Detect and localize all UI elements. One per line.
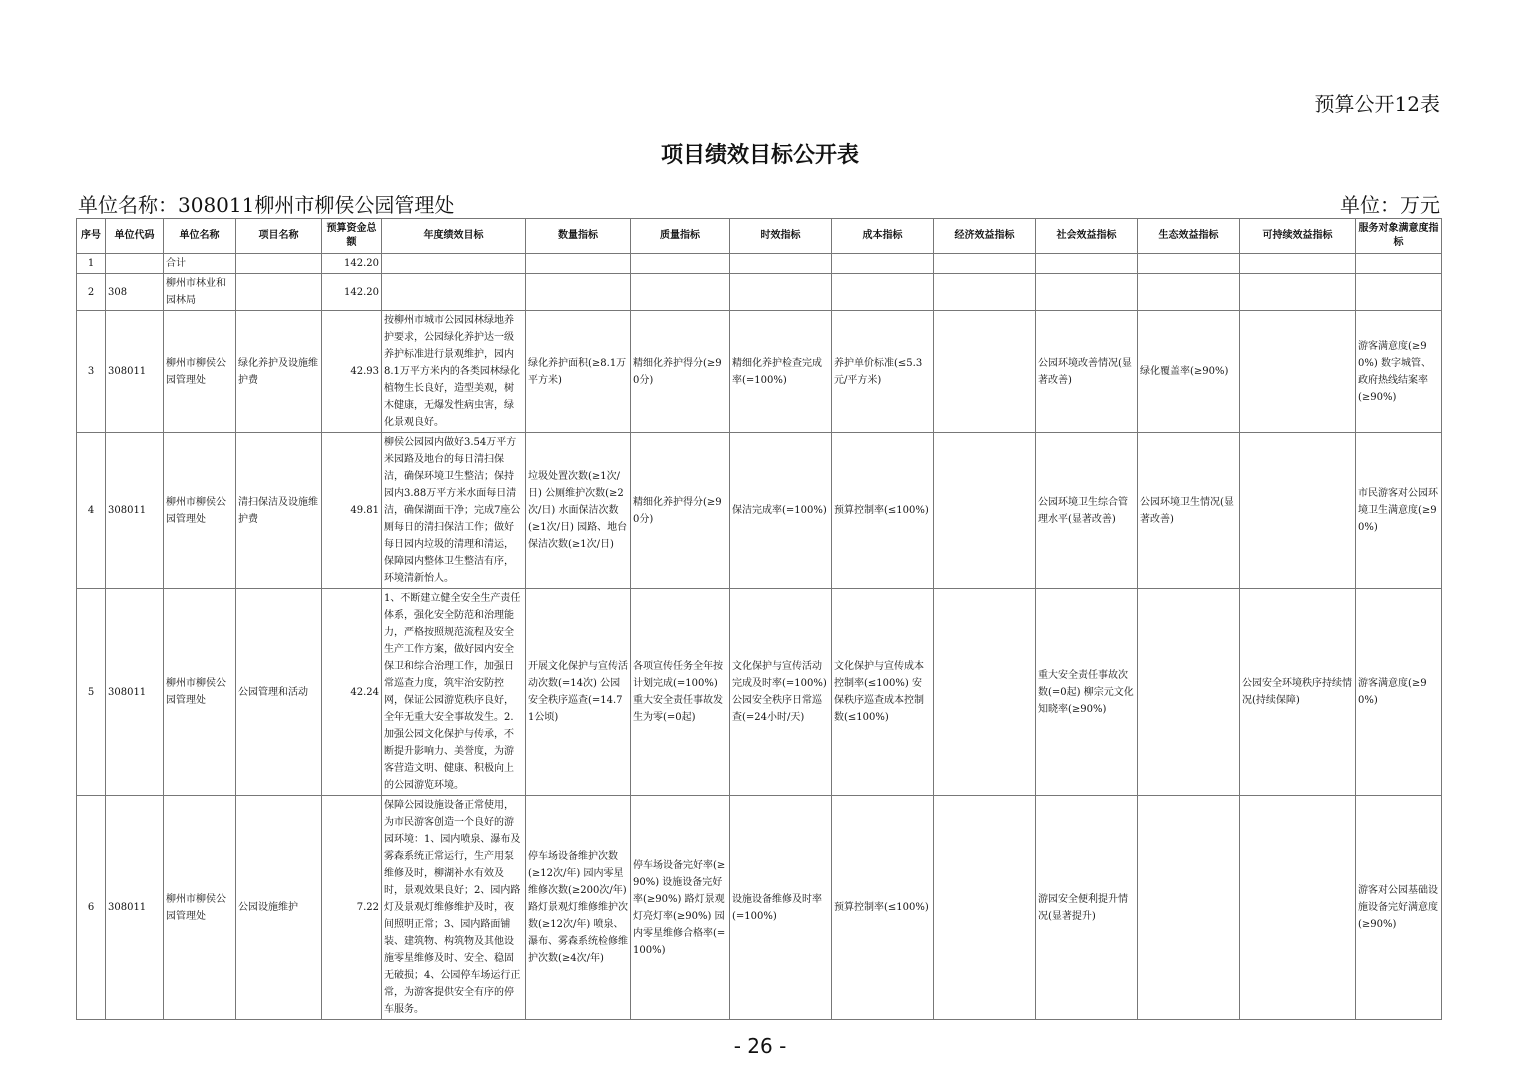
cell-no: 1 <box>77 254 106 274</box>
cell-code: 308011 <box>106 433 164 589</box>
cell-quality: 精细化养护得分(≥90分) <box>631 311 730 433</box>
col-header: 单位代码 <box>106 219 164 254</box>
cell-unit: 柳州市柳侯公园管理处 <box>164 589 236 796</box>
cell-satisfaction <box>1356 274 1442 311</box>
table-row <box>77 796 1442 1020</box>
cell-goal: 柳侯公园园内做好3.54万平方米园路及地台的每日清扫保洁，确保环境卫生整洁；保持园内3.88万平方米水面每日清洁，确保湖面干净；完成7座公厕每日的清扫保洁工作；做好每日园内垃圾的清理和清运，保障园内整体卫生整洁有序，环境清新怡人。 <box>382 433 526 589</box>
cell-cost <box>832 274 934 311</box>
cell-quantity <box>526 254 631 274</box>
cell-cost: 文化保护与宣传成本控制率(≤100%) 安保秩序巡查成本控制数(≤100%) <box>832 589 934 796</box>
cell-sustainable: 公园安全环境秩序持续情况(持续保障) <box>1240 589 1356 796</box>
currency-unit: 单位：万元 <box>1340 193 1440 217</box>
cell-goal: 保障公园设施设备正常使用，为市民游客创造一个良好的游园环境：1、园内喷泉、瀑布及雾森系统正常运行，生产用泵维修及时，柳湖补水有效及时，景观效果良好；2、园内路灯及景观灯维修维护及时，夜间照明正常；3、园内路面铺装、建筑物、构筑物及其他设施零星维修及时、安全、稳固无破损；4、公园停车场运行正常，为游客提供安全有序的停车服务。 <box>382 796 526 1020</box>
table-row <box>77 274 1442 311</box>
col-header: 质量指标 <box>631 219 730 254</box>
col-header: 预算资金总额 <box>322 219 382 254</box>
cell-code: 308011 <box>106 796 164 1020</box>
cell-social: 公园环境卫生综合管理水平(显著改善) <box>1036 433 1138 589</box>
cell-quality: 各项宣传任务全年按计划完成(=100%) 重大安全责任事故发生为零(=0起) <box>631 589 730 796</box>
cell-no: 2 <box>77 274 106 311</box>
header-row <box>77 219 1442 254</box>
cell-ecological <box>1138 274 1240 311</box>
cell-economic <box>934 796 1036 1020</box>
cell-ecological <box>1138 589 1240 796</box>
col-header: 时效指标 <box>730 219 832 254</box>
cell-timeliness <box>730 254 832 274</box>
cell-cost: 养护单价标准(≤5.3元/平方米) <box>832 311 934 433</box>
cell-social: 重大安全责任事故次数(=0起) 柳宗元文化知晓率(≥90%) <box>1036 589 1138 796</box>
cell-sustainable <box>1240 796 1356 1020</box>
col-header: 社会效益指标 <box>1036 219 1138 254</box>
cell-goal: 1、不断建立健全安全生产责任体系，强化安全防范和治理能力，严格按照规范流程及安全生产工作方案，做好园内安全保卫和综合治理工作，加强日常巡查力度，筑牢治安防控网，保证公园游览秩序良好，全年无重大安全事故发生。2.加强公园文化保护与传承，不断提升影响力、美誉度，为游客营造文明、健康、积极向上的公园游览环境。 <box>382 589 526 796</box>
cell-timeliness: 设施设备维修及时率(=100%) <box>730 796 832 1020</box>
cell-unit: 柳州市柳侯公园管理处 <box>164 311 236 433</box>
page-number: - 26 - <box>733 1034 787 1058</box>
cell-economic <box>934 254 1036 274</box>
table-row <box>77 254 1442 274</box>
cell-satisfaction: 游客满意度(≥90%) 数字城管、政府热线结案率(≥90%) <box>1356 311 1442 433</box>
cell-goal <box>382 254 526 274</box>
cell-code: 308011 <box>106 589 164 796</box>
cell-quantity: 开展文化保护与宣传活动次数(=14次) 公园安全秩序巡查(=14.71公顷) <box>526 589 631 796</box>
cell-quantity <box>526 274 631 311</box>
cell-sustainable <box>1240 433 1356 589</box>
cell-goal: 按柳州市城市公园园林绿地养护要求，公园绿化养护达一级养护标准进行景观维护，园内8.1万平方米内的各类园林绿化植物生长良好，造型美观，树木健康，无爆发性病虫害，绿化景观良好。 <box>382 311 526 433</box>
cell-timeliness: 文化保护与宣传活动完成及时率(=100%) 公园安全秩序日常巡查(=24小时/天) <box>730 589 832 796</box>
cell-amount: 142.20 <box>322 254 382 274</box>
cell-project: 公园设施维护 <box>236 796 322 1020</box>
form-number: 预算公开12表 <box>1314 92 1440 116</box>
col-header: 单位名称 <box>164 219 236 254</box>
cell-quality <box>631 274 730 311</box>
cell-social: 游园安全便利提升情况(显著提升) <box>1036 796 1138 1020</box>
cell-ecological <box>1138 796 1240 1020</box>
cell-no: 6 <box>77 796 106 1020</box>
cell-amount: 42.24 <box>322 589 382 796</box>
cell-quality: 停车场设备完好率(≥90%) 设施设备完好率(≥90%) 路灯景观灯亮灯率(≥90%) 园内零星维修合格率(=100%) <box>631 796 730 1020</box>
cell-ecological: 绿化覆盖率(≥90%) <box>1138 311 1240 433</box>
cell-satisfaction: 市民游客对公园环境卫生满意度(≥90%) <box>1356 433 1442 589</box>
cell-sustainable <box>1240 274 1356 311</box>
cell-timeliness <box>730 274 832 311</box>
cell-sustainable <box>1240 311 1356 433</box>
unit-name: 单位名称：308011柳州市柳侯公园管理处 <box>78 193 455 217</box>
cell-project: 清扫保洁及设施维护费 <box>236 433 322 589</box>
cell-goal <box>382 274 526 311</box>
col-header: 可持续效益指标 <box>1240 219 1356 254</box>
cell-quality: 精细化养护得分(≥90分) <box>631 433 730 589</box>
cell-social <box>1036 274 1138 311</box>
cell-cost: 预算控制率(≤100%) <box>832 796 934 1020</box>
cell-no: 5 <box>77 589 106 796</box>
page-title: 项目绩效目标公开表 <box>660 143 859 168</box>
cell-project: 公园管理和活动 <box>236 589 322 796</box>
col-header: 数量指标 <box>526 219 631 254</box>
cell-code <box>106 254 164 274</box>
cell-unit: 柳州市柳侯公园管理处 <box>164 796 236 1020</box>
table-row <box>77 433 1442 589</box>
cell-amount: 142.20 <box>322 274 382 311</box>
col-header: 服务对象满意度指标 <box>1356 219 1442 254</box>
cell-unit: 柳州市柳侯公园管理处 <box>164 433 236 589</box>
cell-satisfaction: 游客满意度(≥90%) <box>1356 589 1442 796</box>
cell-ecological <box>1138 254 1240 274</box>
cell-code: 308 <box>106 274 164 311</box>
cell-satisfaction: 游客对公园基础设施设备完好满意度(≥90%) <box>1356 796 1442 1020</box>
cell-quantity: 垃圾处置次数(≥1次/日) 公厕维护次数(≥2次/日) 水面保洁次数(≥1次/日) 园路、地台保洁次数(≥1次/日) <box>526 433 631 589</box>
cell-code: 308011 <box>106 311 164 433</box>
cell-project <box>236 254 322 274</box>
cell-amount: 42.93 <box>322 311 382 433</box>
cell-unit: 合计 <box>164 254 236 274</box>
cell-no: 4 <box>77 433 106 589</box>
col-header: 序号 <box>77 219 106 254</box>
cell-project: 绿化养护及设施维护费 <box>236 311 322 433</box>
col-header: 年度绩效目标 <box>382 219 526 254</box>
cell-amount: 7.22 <box>322 796 382 1020</box>
cell-sustainable <box>1240 254 1356 274</box>
col-header: 成本指标 <box>832 219 934 254</box>
cell-economic <box>934 311 1036 433</box>
cell-no: 3 <box>77 311 106 433</box>
cell-quality <box>631 254 730 274</box>
cell-cost <box>832 254 934 274</box>
col-header: 经济效益指标 <box>934 219 1036 254</box>
cell-unit: 柳州市林业和园林局 <box>164 274 236 311</box>
cell-social <box>1036 254 1138 274</box>
cell-economic <box>934 274 1036 311</box>
cell-timeliness: 保洁完成率(=100%) <box>730 433 832 589</box>
col-header: 生态效益指标 <box>1138 219 1240 254</box>
cell-social: 公园环境改善情况(显著改善) <box>1036 311 1138 433</box>
cell-ecological: 公园环境卫生情况(显著改善) <box>1138 433 1240 589</box>
performance-table <box>76 218 1442 1020</box>
table-row <box>77 589 1442 796</box>
cell-quantity: 绿化养护面积(≥8.1万平方米) <box>526 311 631 433</box>
cell-quantity: 停车场设备维护次数(≥12次/年) 园内零星维修次数(≥200次/年) 路灯景观灯维修维护次数(≥12次/年) 喷泉、瀑布、雾森系统检修维护次数(≥4次/年) <box>526 796 631 1020</box>
cell-timeliness: 精细化养护检查完成率(=100%) <box>730 311 832 433</box>
cell-amount: 49.81 <box>322 433 382 589</box>
cell-economic <box>934 433 1036 589</box>
table-row <box>77 311 1442 433</box>
cell-satisfaction <box>1356 254 1442 274</box>
cell-cost: 预算控制率(≤100%) <box>832 433 934 589</box>
col-header: 项目名称 <box>236 219 322 254</box>
cell-economic <box>934 589 1036 796</box>
cell-project <box>236 274 322 311</box>
